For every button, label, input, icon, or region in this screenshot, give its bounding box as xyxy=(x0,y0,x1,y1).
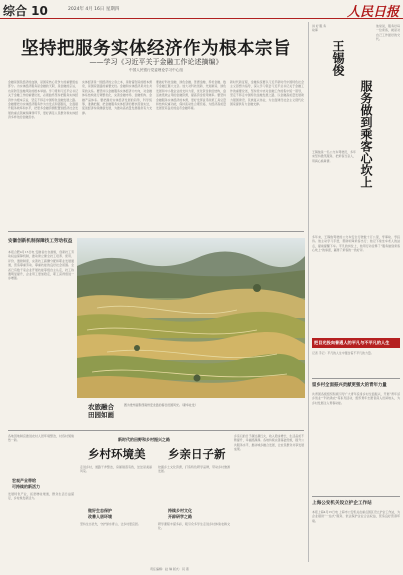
lead-headline: 坚持把服务实体经济作为根本宗旨 xyxy=(21,39,291,59)
photo-caption-title: 农旅融合 田园如画 xyxy=(88,403,114,419)
bottom-mid-title: 持续乡村文化 开辟研学之路 xyxy=(168,508,192,519)
bottom-left-title-1: 宏观产业带给 可持续的新活力 xyxy=(12,478,40,489)
newspaper-logo: 人民日报 xyxy=(346,5,399,20)
bottom-headline-a: 乡村环境美 xyxy=(88,447,146,461)
column-title-b: 服务做到乘客心坎上 xyxy=(359,80,373,188)
lead-body-col-1: 金融是国民经济的血脉，是国家核心竞争力的重要组成部分。为实体经济服务是金融的天职，是金融的宗旨，也是防范金融风险的根本举措。学习贯彻习近平总书记关于金融工作的重要论述，必须始终坚持把服务实体经济作为根本宗旨，坚定不移走中国特色金融发展之路。金融要把为实体经济服务作为出发点和落脚点，全面提升服务效率和水平，把更多金融资源配置到经济社会发展的重点领域和薄弱环节，更好满足人民群众和实体经济多样化的金融需求。 xyxy=(8,80,78,120)
right-divider-2 xyxy=(312,496,400,497)
masthead-bar xyxy=(0,0,403,19)
mid-right-body: 共青团各级组织积极引导广大青年投身乡村全面振兴，开展“青年返乡创业”“科技助农”等系列活动，组织青年志愿者深入田间地头，为乡村发展注入青春动能。 xyxy=(312,392,400,405)
bottom-headline-b: 乡亲日子新 xyxy=(168,447,226,461)
bottom-left-body-2: 发展特色产业，拓宽增收渠道，群众生活日益富足，乡村焕发新活力。 xyxy=(8,492,74,501)
feature-photo xyxy=(77,238,305,398)
bottom-right-title: 上海公安机关设立护企工作站 xyxy=(312,501,372,506)
column-red-tag: 把目光投向普通人的平凡与不平凡的人生 xyxy=(312,338,400,348)
right-divider-1 xyxy=(312,378,400,379)
bottom-mid-body-3: 挖掘乡土文化资源，打造特色研学品牌，带动乡村旅游发展。 xyxy=(158,465,230,474)
column-title-a: 王锡俊 xyxy=(331,40,345,76)
column-body-right: 他常说，服务好每一位乘客，就是对自己工作最好的交代。 xyxy=(376,24,400,42)
left-story-body: 本报合肥4月15日电 安徽省出台措施，创新技工劳动权益保障机制，推动建立健全技工培养、使用、评价、激励制度，完善技工薪酬分配和职业发展通道，营造尊重劳动、尊重技能的良好社会氛围。全省已有数千家企业开展技能等级自主认定，技工待遇明显提升，企业用工更加稳定，职工获得感进一步增强。 xyxy=(8,250,74,281)
page-footer: 责任编辑：赵 琳 版式：闫 燕 xyxy=(150,567,189,571)
bottom-mid-body-2: 坚持生态优先，守护绿水青山，让乡村更宜居。 xyxy=(80,522,141,526)
mid-right-title: 留乡村全面振兴贡献更强大的青年力量 xyxy=(312,383,387,388)
section-label: 综合 10 xyxy=(3,4,48,18)
lead-body-col-2: 实体经济是一国经济的立身之本，是财富创造的根本源泉，是国家强盛的重要支柱。金融和实体经济是共生共荣的关系。要坚持以金融服务实体经济为方向，对金融体系结构进行调整优化，完善金融市场、金融机构、金融产品体系。要把握好实体经济发展的趋势，科学统筹，准确把握，把金融服务实体经济的要求落到实处，促进经济持续健康发展，为推动高质量发展提供有力支撑。 xyxy=(82,80,152,115)
column-divider xyxy=(308,22,309,562)
column-body: 多年来，王锡俊驾驶的公交车安全行驶数十万公里，零事故、零投诉。他主动学习手语，帮助听障乘客出行；他记下常坐车老人的站点，提前提醒下车。平凡的岗位上，他用行动诠释了“服务做到乘客心坎上”的承诺，赢得了乘客的一致好评。 xyxy=(312,235,400,253)
column-kicker: 讲好服务故事 xyxy=(312,24,326,33)
bottom-mid-body-4: 研学课程丰富多彩，吸引众多学生走进乡村体验农耕文化。 xyxy=(158,522,230,531)
lead-divider xyxy=(8,231,304,232)
terrace-fields-image xyxy=(77,238,305,398)
left-story-title: 安徽创新机制保障技工劳动权益 xyxy=(8,239,73,244)
bottom-divider xyxy=(8,430,304,431)
column-footnote: 记者 手记：平凡的人生中蕴含着不平凡的力量。 xyxy=(312,351,374,355)
bottom-left-title-2: 做好生态保护 改善人居环境 xyxy=(88,508,112,519)
bottom-mid-body-1: 走进乡村，道路干净整洁，房屋错落有致，处处是美丽风景。 xyxy=(80,465,152,474)
issue-date: 2024年 4月 16日 星期四 xyxy=(68,7,120,12)
lead-body-col-4: 新时代新征程，金融系统要以习近平新时代中国特色社会主义思想为指导，深入学习领会习近平总书记关于金融工作的重要论述，坚持党中央对金融工作的集中统一领导，坚定不移走中国特色金融发展之路，以金融高质量发展助力强国建设、民族复兴伟业，为全面建设社会主义现代化国家提供有力金融支撑。 xyxy=(230,80,304,107)
lead-body-col-3: 要做好科技金融、绿色金融、普惠金融、养老金融、数字金融五篇大文章。加大对科技创新、先进制造、绿色发展和中小微企业的支持力度，优化资金供给结构，盘活被低效占用的金融资源，提高资金使用效率。要坚持金融服务实体经济的本源，更好发挥货币政策工具总量和结构双重功能，保持流动性合理充裕，为经济高质量发展营造良好的货币金融环境。 xyxy=(156,80,226,111)
bottom-left-body-1: 各地因地制宜推进农村人居环境整治，村容村貌焕然一新。 xyxy=(8,434,74,443)
photo-credit: 图为贵州省黔西南州安龙县的春日田园风光。（新华社发） xyxy=(124,403,198,407)
bottom-right-body: 本报上海4月15日电 上海市公安机关在重点园区设立护企工作站，为企业提供“一站式”服务，依法保护企业合法权益，营造良好营商环境。 xyxy=(312,510,400,523)
lead-byline: 中国人民银行党委理论学习中心组 xyxy=(129,68,183,72)
lead-subhead: ——学习《习近平关于金融工作论述摘编》 xyxy=(89,58,223,66)
column-lede: 王锡俊是一名公交车驾驶员，多年来坚持微笑服务，把乘客当亲人，用真心换真情。 xyxy=(312,150,356,163)
bottom-right-col-body: 乡亲们的日子越过越红火，收入稳步增长，生活品质不断提升，幸福感满满。各地持续完善基础设施，提升公共服务水平，推动城乡融合发展，让农民群众共享发展成果。 xyxy=(234,434,304,452)
series-label: 新时代的田野和乡村振兴之路 xyxy=(118,437,170,442)
